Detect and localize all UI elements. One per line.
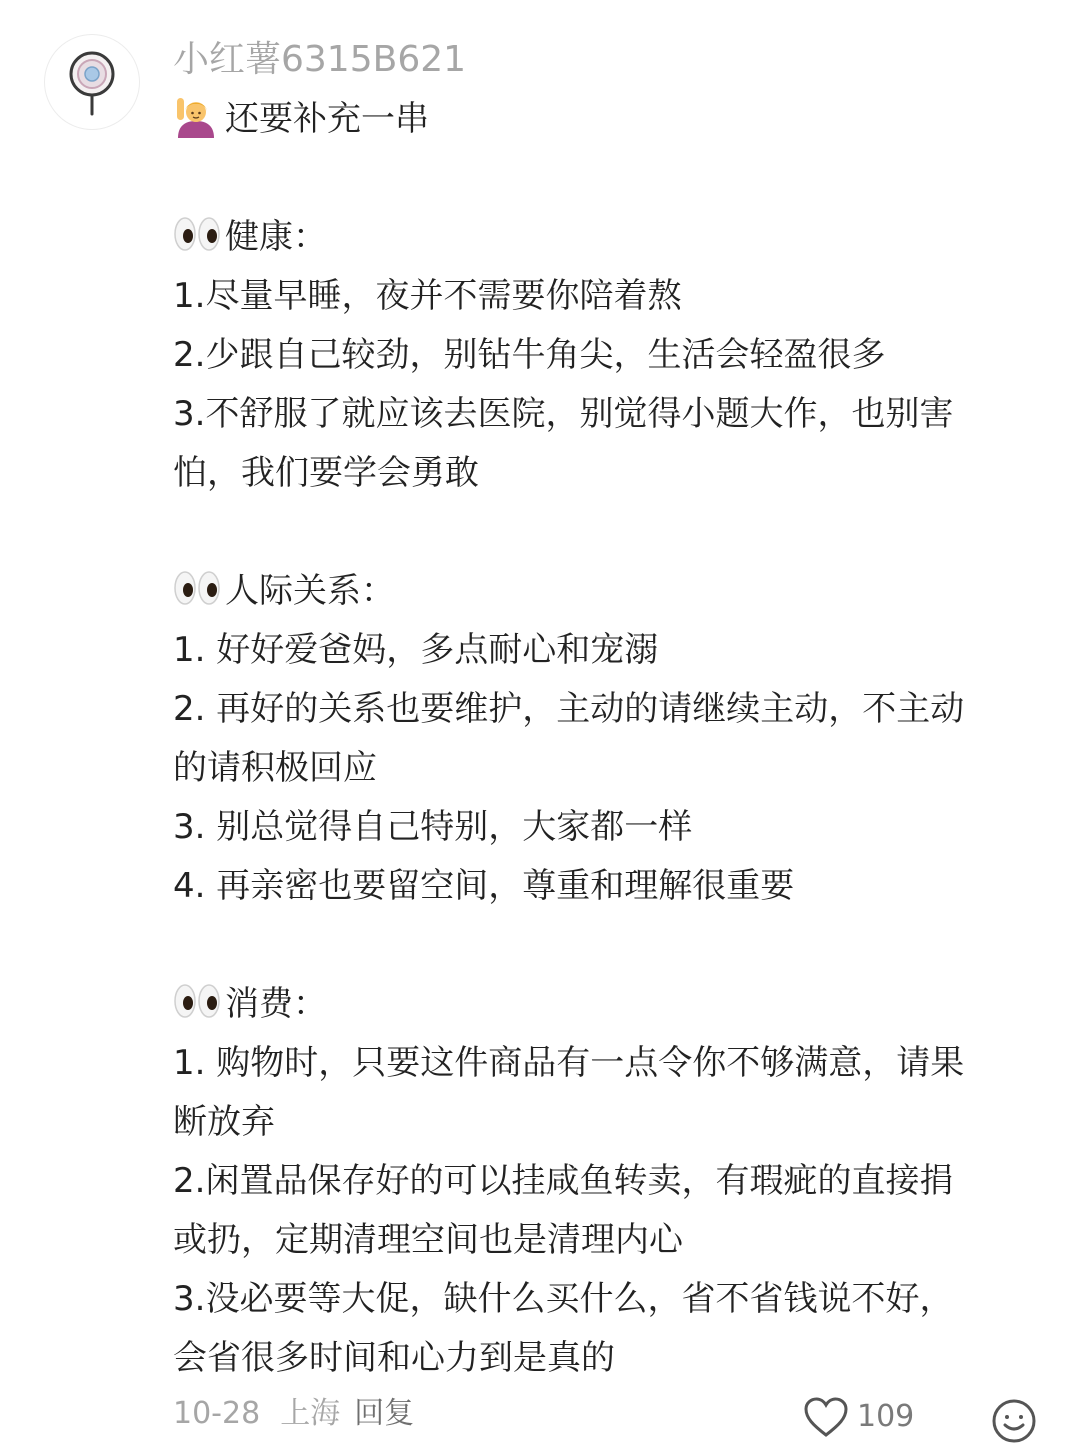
list-item: 怕，我们要学会勇敢 bbox=[173, 453, 479, 493]
list-item: 1. 好好爱爸妈，多点耐心和宠溺 bbox=[173, 630, 659, 670]
avatar[interactable] bbox=[44, 34, 140, 130]
comment-intro-text: 还要补充一串 bbox=[225, 99, 429, 139]
list-item: 1. 购物时，只要这件商品有一点令你不够满意，请果 bbox=[173, 1043, 965, 1083]
comment-location: 上海 bbox=[280, 1396, 341, 1431]
list-item: 4. 再亲密也要留空间，尊重和理解很重要 bbox=[173, 866, 795, 906]
list-item: 3.没必要等大促，缺什么买什么，省不省钱说不好， bbox=[173, 1279, 954, 1319]
list-item: 会省很多时间和心力到是真的 bbox=[173, 1338, 615, 1378]
section-title-text: 消费： bbox=[225, 984, 327, 1024]
blank-line bbox=[173, 503, 1043, 562]
blank-line bbox=[173, 149, 1043, 208]
comment-date: 10-28 bbox=[173, 1396, 261, 1431]
comment-intro-line bbox=[173, 90, 1043, 149]
smiley-face-icon[interactable] bbox=[991, 1398, 1037, 1444]
list-item: 3.不舒服了就应该去医院，别觉得小题大作，也别害 bbox=[173, 394, 954, 434]
list-item: 2.闲置品保存好的可以挂咸鱼转卖，有瑕疵的直接捐 bbox=[173, 1161, 954, 1201]
section-title-text: 健康： bbox=[225, 217, 327, 257]
heart-icon bbox=[803, 1396, 849, 1438]
blank-line bbox=[173, 916, 1043, 975]
list-item: 2. 再好的关系也要维护，主动的请继续主动，不主动 bbox=[173, 689, 965, 729]
list-item: 3. 别总觉得自己特别，大家都一样 bbox=[173, 807, 693, 847]
like-button[interactable] bbox=[803, 1396, 914, 1438]
section-title-health bbox=[173, 208, 1043, 267]
list-item: 1.尽量早睡，夜并不需要你陪着熬 bbox=[173, 276, 682, 316]
list-item: 的请积极回应 bbox=[173, 748, 377, 788]
comment-username[interactable]: 小红薯6315B621 bbox=[173, 39, 467, 80]
list-item: 2.少跟自己较劲，别钻牛角尖，生活会轻盈很多 bbox=[173, 335, 886, 375]
eyes-emoji-icon bbox=[173, 214, 221, 254]
section-title-relationships bbox=[173, 562, 1043, 621]
section-title-spending bbox=[173, 975, 1043, 1034]
list-item: 或扔，定期清理空间也是清理内心 bbox=[173, 1220, 683, 1260]
list-item: 断放弃 bbox=[173, 1102, 275, 1142]
eyes-emoji-icon bbox=[173, 568, 221, 608]
person-raising-hand-emoji-icon bbox=[173, 92, 219, 138]
reply-button[interactable]: 回复 bbox=[354, 1396, 415, 1431]
section-title-text: 人际关系： bbox=[225, 571, 395, 611]
like-count: 109 bbox=[857, 1399, 915, 1434]
eyes-emoji-icon bbox=[173, 981, 221, 1021]
lollipop-avatar-icon bbox=[66, 48, 118, 116]
comment-body bbox=[173, 90, 1043, 1388]
comment-footer bbox=[173, 1394, 1043, 1434]
